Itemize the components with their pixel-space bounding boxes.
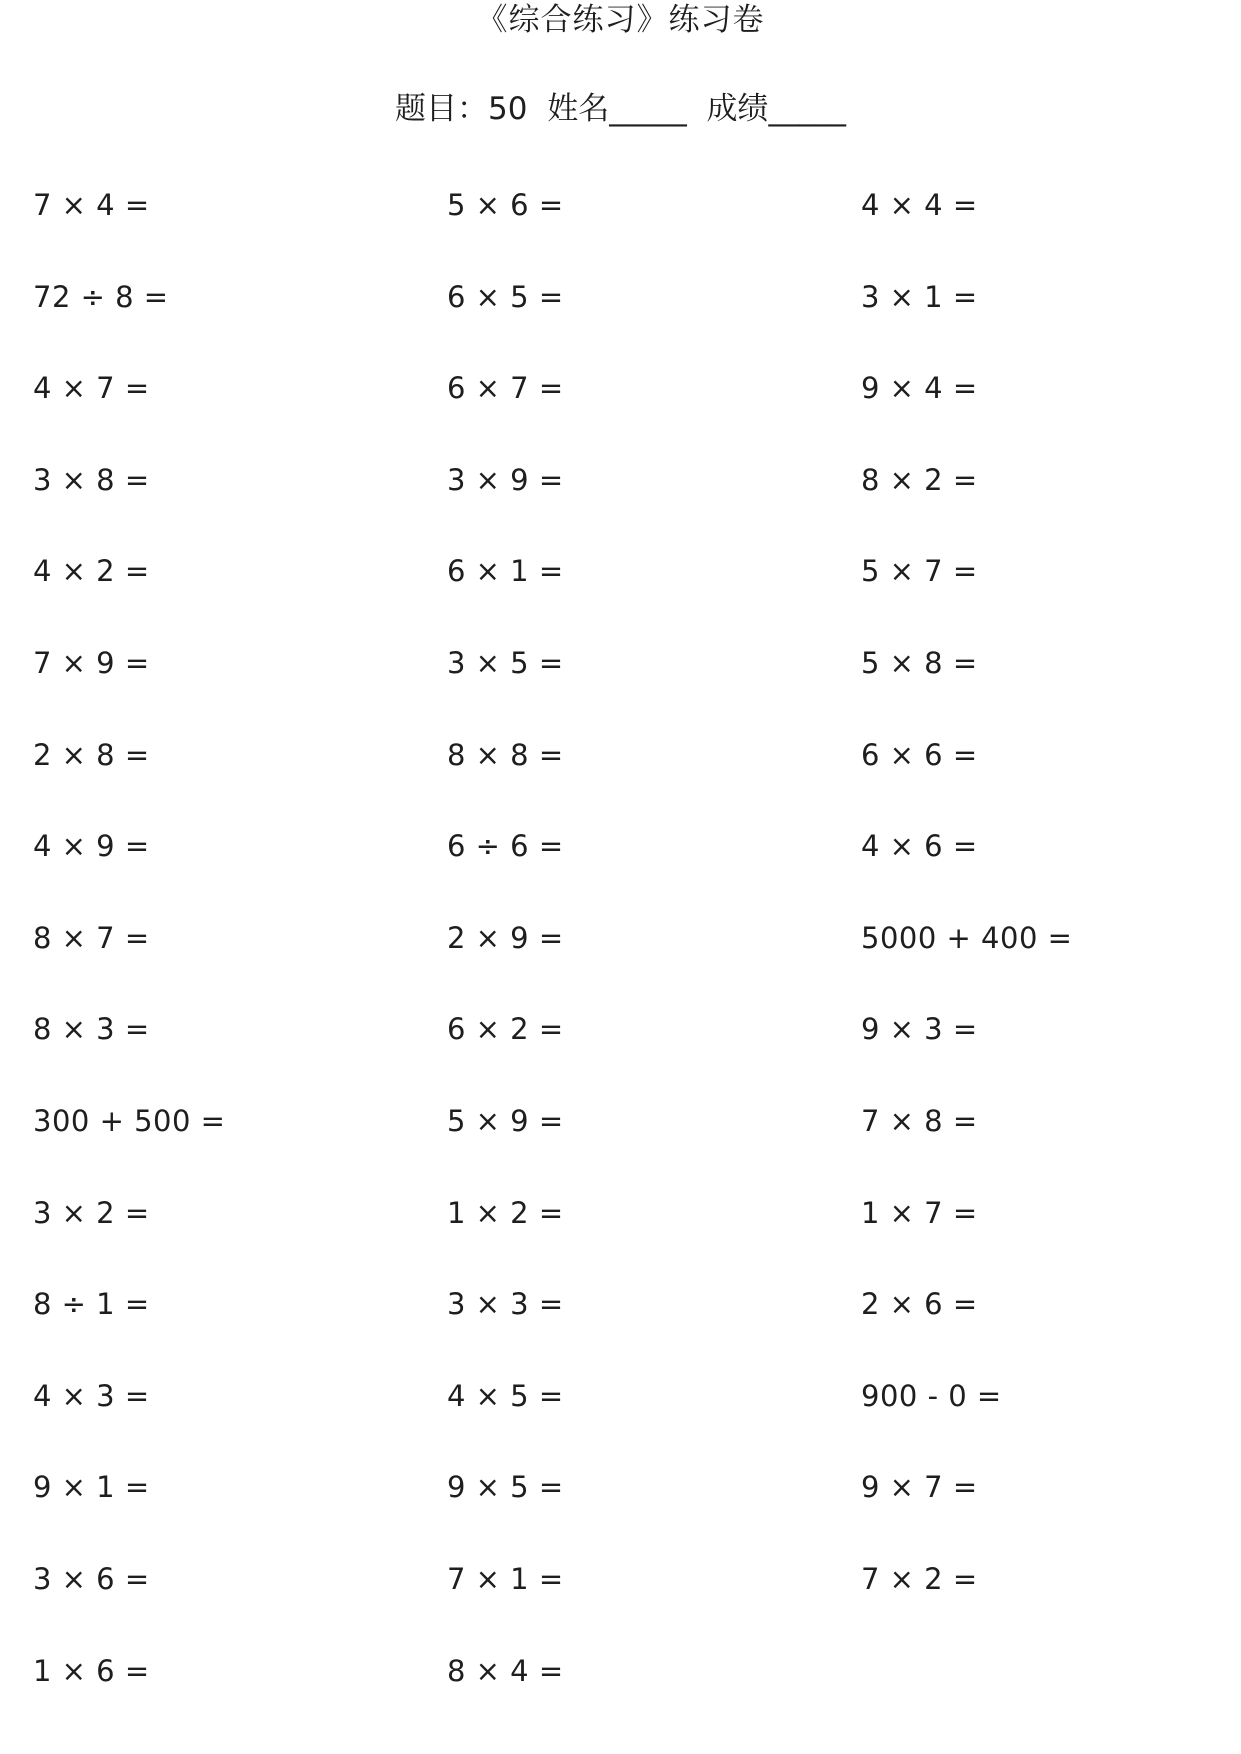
problem-item: 9 × 7 = [861,1470,978,1505]
name-label: 姓名 [547,91,610,127]
problem-item: 7 × 9 = [33,645,150,680]
problem-item: 2 × 6 = [861,1287,978,1322]
name-blank[interactable]: _____ [609,91,687,127]
problem-item: 6 ÷ 6 = [447,829,564,864]
problem-item: 5 × 6 = [447,188,564,222]
problem-item: 6 × 2 = [447,1012,564,1047]
problem-item: 7 × 4 = [33,188,150,222]
problem-item: 1 × 6 = [33,1653,150,1688]
question-count-label: 题目： [395,91,489,127]
problem-item: 8 ÷ 1 = [33,1287,150,1322]
problem-item: 7 × 1 = [447,1561,564,1596]
problem-item: 900 - 0 = [861,1378,1002,1413]
problem-item: 6 × 6 = [861,737,978,772]
problem-item: 7 × 8 = [861,1103,978,1138]
score-label: 成绩 [706,91,769,127]
problem-item: 3 × 5 = [447,645,564,680]
problem-item: 3 × 9 = [447,462,564,497]
question-count-value: 50 [488,91,528,127]
problem-item: 4 × 6 = [861,829,978,864]
problem-item: 5 × 9 = [447,1103,564,1138]
problem-item: 8 × 2 = [861,462,978,497]
problem-item: 8 × 3 = [33,1012,150,1047]
problem-item: 9 × 5 = [447,1470,564,1505]
problem-item: 3 × 1 = [861,279,978,314]
problem-item: 300 + 500 = [33,1103,226,1138]
problem-item: 6 × 1 = [447,554,564,589]
problem-item: 5000 + 400 = [861,920,1073,955]
problem-item: 4 × 4 = [861,188,978,222]
problem-item: 9 × 1 = [33,1470,150,1505]
problem-item: 3 × 6 = [33,1561,150,1596]
problem-item: 72 ÷ 8 = [33,279,169,314]
problem-item: 4 × 9 = [33,829,150,864]
problem-item: 4 × 5 = [447,1378,564,1413]
problem-item: 3 × 2 = [33,1195,150,1230]
worksheet-meta [0,89,1241,129]
problem-grid [33,187,1213,1744]
problem-item: 8 × 4 = [447,1653,564,1688]
problem-item: 6 × 5 = [447,279,564,314]
problem-item: 1 × 7 = [861,1195,978,1230]
problem-item: 8 × 7 = [33,920,150,955]
page-title: 《综合练习》练习卷 [476,2,765,38]
problem-item: 9 × 3 = [861,1012,978,1047]
problem-item: 7 × 2 = [861,1561,978,1596]
problem-item: 2 × 8 = [33,737,150,772]
problem-item: 5 × 8 = [861,645,978,680]
problem-item: 4 × 3 = [33,1378,150,1413]
problem-item: 1 × 2 = [447,1195,564,1230]
problem-item: 4 × 7 = [33,371,150,406]
problem-item: 2 × 9 = [447,920,564,955]
problem-item: 3 × 3 = [447,1287,564,1322]
problem-item: 9 × 4 = [861,371,978,406]
problem-item: 6 × 7 = [447,371,564,406]
problem-item: 4 × 2 = [33,554,150,589]
problem-item: 8 × 8 = [447,737,564,772]
score-blank[interactable]: _____ [768,91,846,127]
problem-item: 3 × 8 = [33,462,150,497]
problem-item: 5 × 7 = [861,554,978,589]
